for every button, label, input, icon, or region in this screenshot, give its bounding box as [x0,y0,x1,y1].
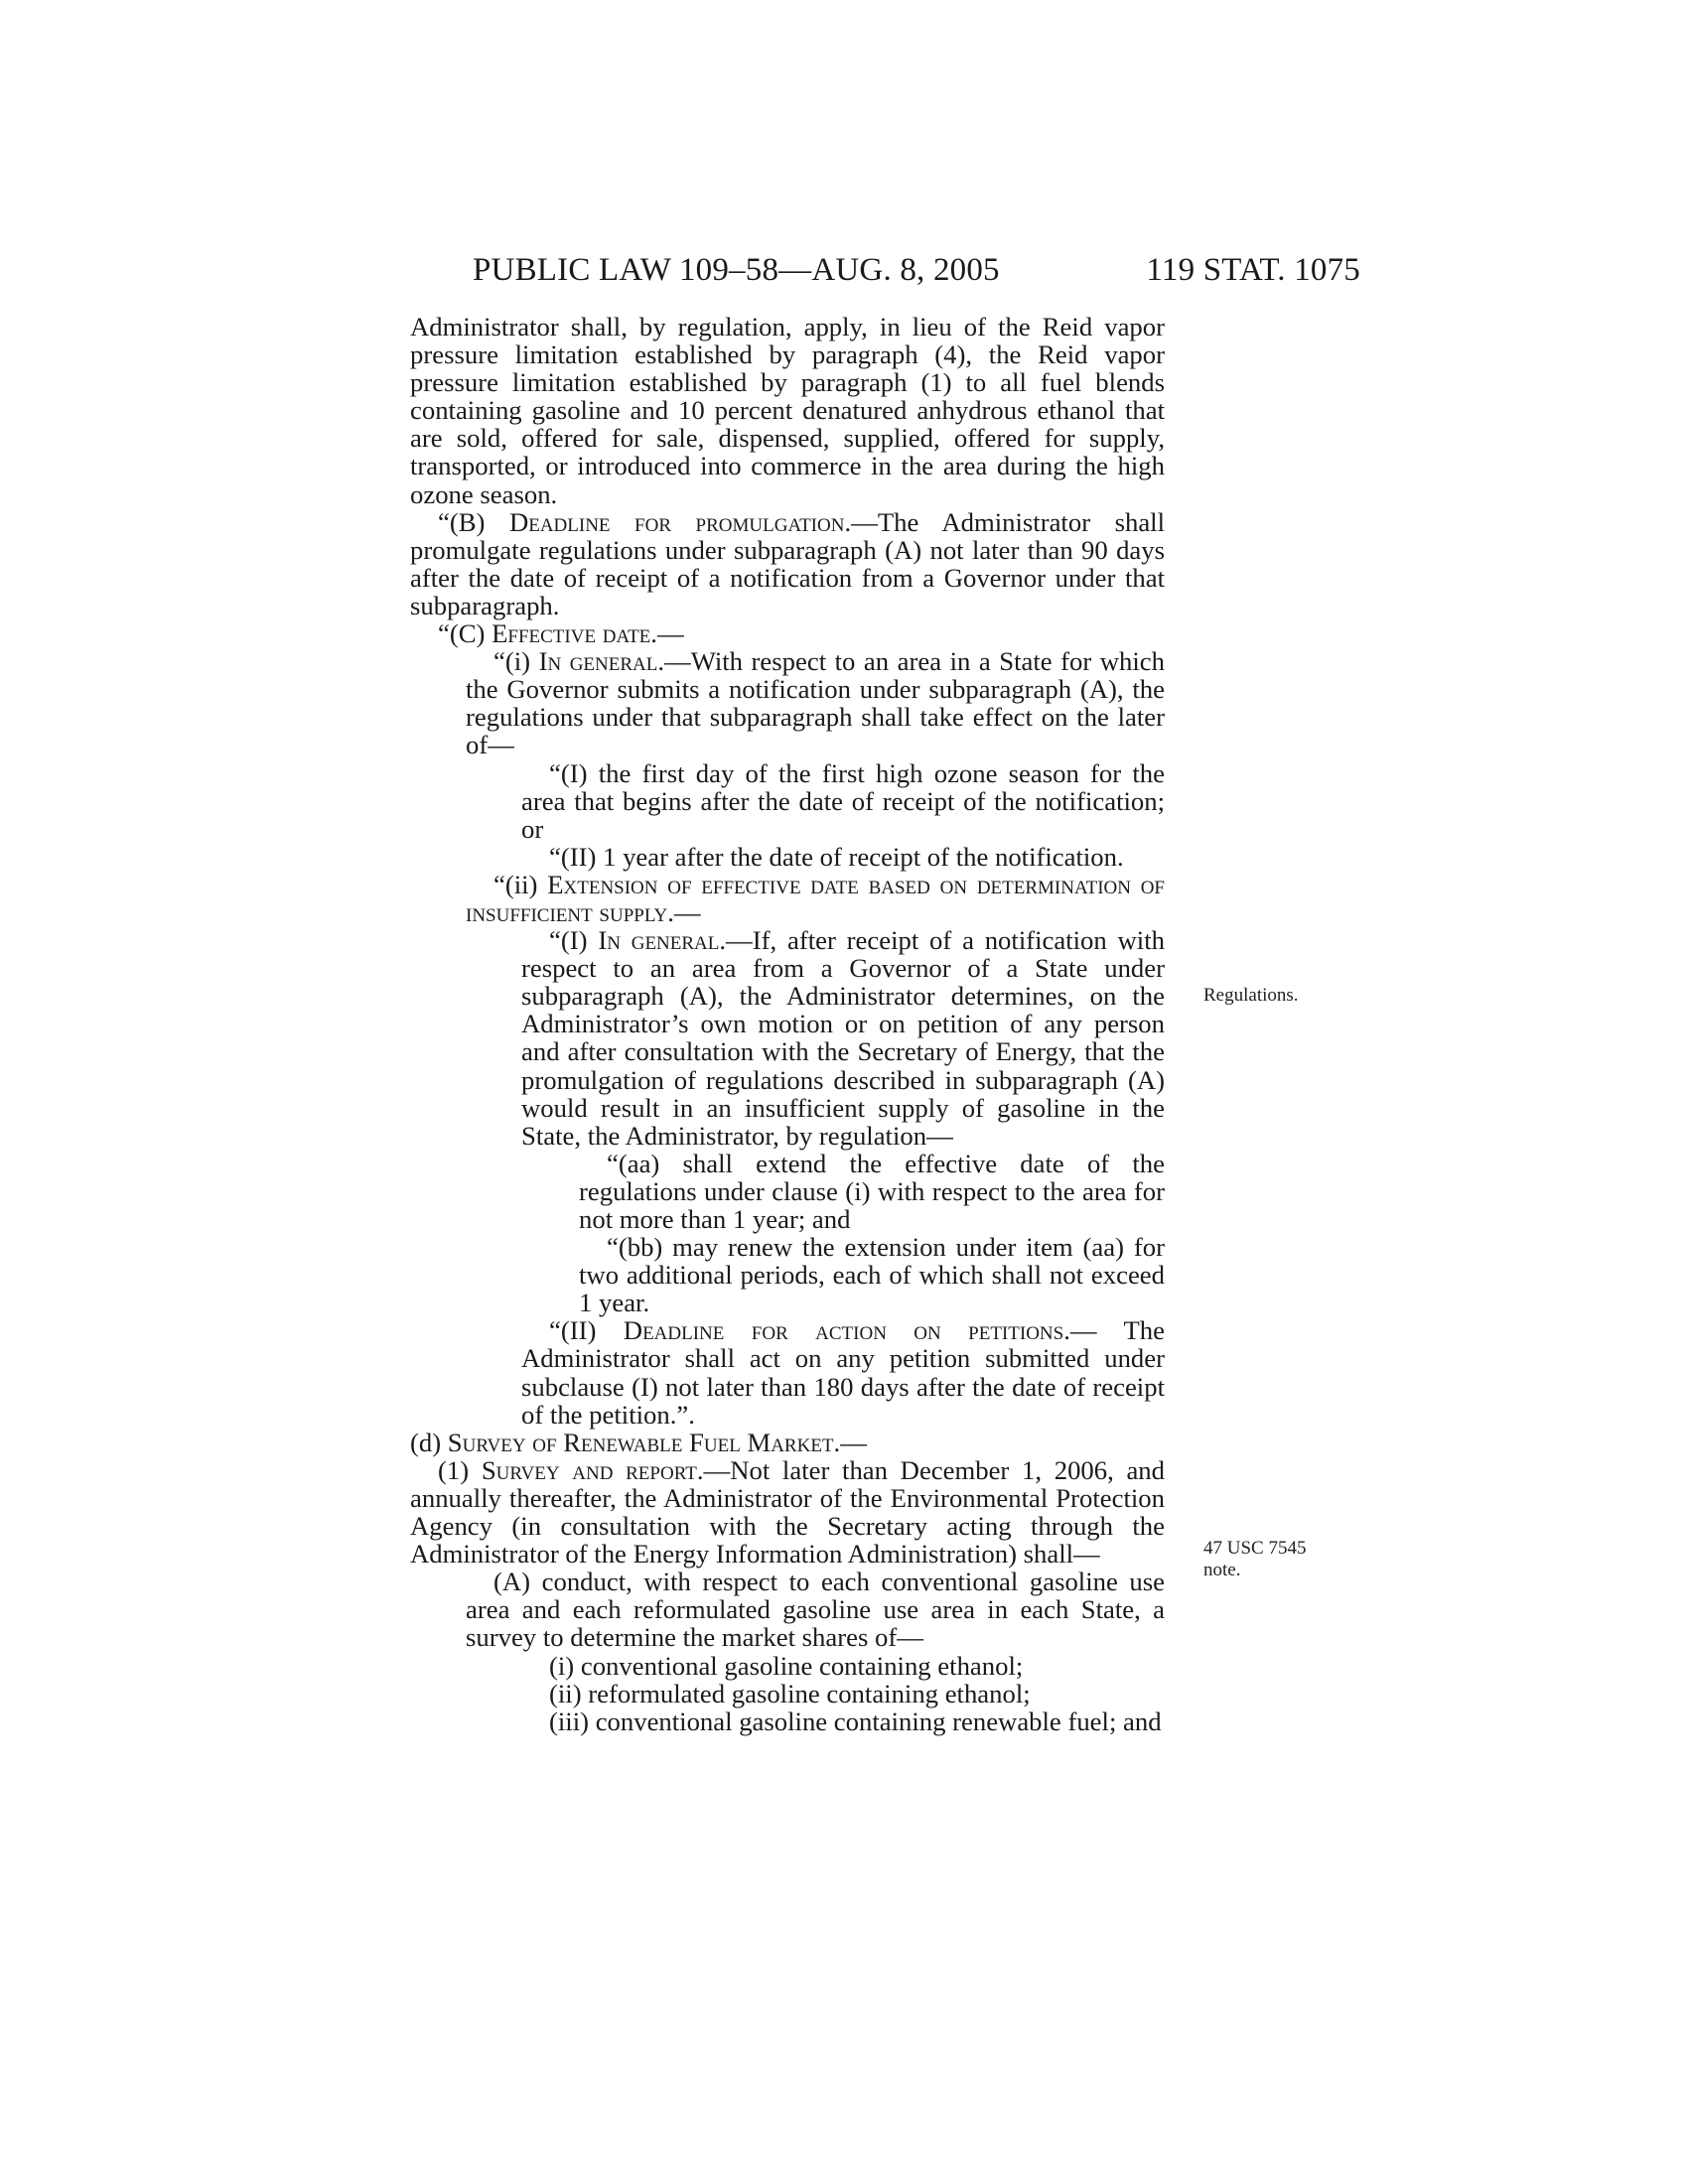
item-bb: “(bb) may renew the extension under item (aa) for two additional periods, each of which shall not exceed 1 year. [579,1232,1165,1318]
subparagraph-c [410,619,1165,647]
clause-d-1-A-ii: (ii) reformulated gasoline containing ethanol; [549,1678,1031,1708]
subparagraph-b-lead: “(B) [438,506,509,537]
subparagraph-b-text: .—The Administrator shall promulgate regulations under subparagraph (A) not later than 90 days after the date of receipt of a notification from a Governor under that subparagraph. [410,506,1166,620]
clause-c-i-text: .—With respect to an area in a State for which the Governor submits a notification under subparagraph (A), the regulations under that subparagraph shall take effect on the later of— [466,646,1165,760]
subclause-c-ii-I-heading: In general [598,925,720,956]
subclause-c-ii-II-lead: “(II) [549,1315,624,1346]
clause-c-i [410,647,1165,758]
subclause-c-ii-I [410,926,1165,1150]
margin-note-usc-line2: note. [1203,1560,1241,1580]
clause-c-ii-lead: “(ii) [493,869,548,899]
clause-c-i-heading: In general [538,646,658,677]
subparagraph-c-lead: “(C) [438,618,492,649]
subclause-c-i-I: “(I) the first day of the first high ozone season for the area that begins after the date of receipt of the notification; or [521,757,1165,844]
paragraph-d-1-text: .—Not later than December 1, 2006, and annually thereafter, the Administrator of the Environmental Protection Agency (in consultation with the Secretary acting through the Administrator of the Energy Information Administration) shall— [410,1454,1165,1570]
subclause-c-ii-I-lead: “(I) [549,925,599,956]
subclause-c-ii-I-text: .—If, after receipt of a notification with respect to an area from a Governor of a State under subparagraph (A), the Administrator determines, on the Administrator’s own motion or on petition of any person and after consultation with the Secretary of Energy, that the promulgation of regulations described in subparagraph (A) would result in an insufficient supply of gasoline in the State, the Administrator, by regulation— [521,925,1165,1151]
margin-note-usc-line1: 47 USC 7545 [1203,1538,1307,1559]
subsection-d-lead: (d) [410,1427,448,1457]
subparagraph-c-heading: Effective date [492,618,651,649]
subsection-d [410,1429,1165,1456]
clause-d-1-A-i: (i) conventional gasoline containing ethanol; [549,1650,1024,1681]
clause-d-1-A-iii: (iii) conventional gasoline containing renewable fuel; and [549,1706,1162,1736]
subsection-d-dash: .— [833,1427,867,1457]
subclause-c-ii-II [410,1316,1165,1428]
paragraph-continuation: Administrator shall, by regulation, apply, in lieu of the Reid vapor pressure limitation established by paragraph (4), the Reid vapor pressure limitation established by paragraph (1) to all fuel blends containing gasoline and 10 percent denatured anhydrous ethanol that are sold, offered for sale, dispensed, supplied, offered for supply, transported, or introduced into commerce in the area during the high ozone season. [410,312,1165,509]
item-aa: “(aa) shall extend the effective date of the regulations under clause (i) with respect to the area for not more than 1 year; and [579,1148,1165,1234]
subparagraph-d-1-A: (A) conduct, with respect to each conventional gasoline use area and each reformulated gasoline use area in each State, a survey to determine the market shares of— [466,1567,1165,1653]
paragraph-d-1 [410,1456,1165,1568]
subparagraph-b-heading: Deadline for promulgation [508,506,845,537]
running-header-page: 119 STAT. 1075 [1146,252,1360,288]
statute-text [410,313,1165,1735]
clause-c-i-lead: “(i) [493,646,539,677]
clause-c-ii-dash: .— [667,896,701,927]
subsection-d-heading: Survey of Renewable Fuel Market [447,1427,834,1457]
margin-note-usc-citation [1203,1538,1306,1581]
margin-note-regulations: Regulations. [1203,985,1299,1006]
subclause-c-ii-II-text: .— The Administrator shall act on any petition submitted under subclause (I) not later than 180 days after the date of receipt of the petition.”. [521,1315,1165,1430]
subparagraph-b [410,508,1165,619]
paragraph-d-1-lead: (1) [438,1454,482,1485]
clause-c-ii [410,871,1165,926]
subclause-c-ii-II-heading: Deadline for action on petitions [623,1315,1064,1346]
subparagraph-c-dash: .— [650,618,684,649]
paragraph-d-1-heading: Survey and report [481,1454,697,1485]
clause-c-ii-heading: Extension of effective date based on determination of insufficient supply [466,869,1165,927]
subclause-c-i-II: “(II) 1 year after the date of receipt of the notification. [549,841,1124,872]
running-header-title: PUBLIC LAW 109–58—AUG. 8, 2005 [473,252,1000,288]
